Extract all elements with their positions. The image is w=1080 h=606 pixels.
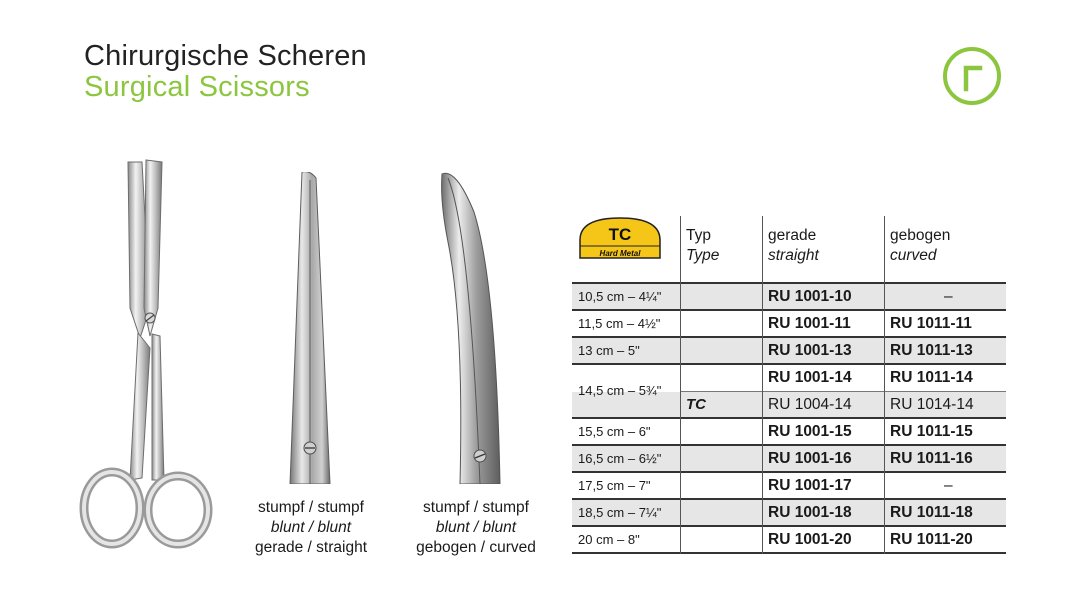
table-cell-curved: RU 1011-14 <box>890 369 973 386</box>
page-title-en: Surgical Scissors <box>84 71 310 103</box>
table-cell-curved: – <box>944 288 953 305</box>
table-cell-size: 10,5 cm – 4¼" <box>578 289 662 304</box>
table-column-divider <box>884 216 885 554</box>
table-cell-size: 13 cm – 5" <box>578 343 640 358</box>
table-cell-curved: RU 1014-14 <box>890 396 974 413</box>
table-cell-straight: RU 1001-18 <box>768 504 852 521</box>
table-cell-curved: RU 1011-18 <box>890 504 973 521</box>
header-curved-de: gebogen <box>890 227 951 244</box>
header-straight <box>768 226 819 266</box>
caption-curved-de: stumpf / stumpf <box>423 499 529 516</box>
table-cell-straight: RU 1001-15 <box>768 423 852 440</box>
table-cell-curved: RU 1011-15 <box>890 423 973 440</box>
table-cell-curved: RU 1011-13 <box>890 342 973 359</box>
table-column-divider <box>680 216 681 554</box>
header-typ-en: Type <box>686 247 720 264</box>
table-cell-straight: RU 1001-17 <box>768 477 852 494</box>
table-cell-curved: RU 1011-11 <box>890 315 972 332</box>
tc-hard-metal-badge <box>578 216 662 260</box>
scissors-full-image <box>78 158 218 556</box>
table-cell-size: 11,5 cm – 4½" <box>578 316 661 331</box>
caption-straight-type: gerade / straight <box>254 539 367 556</box>
table-cell-curved: – <box>944 477 953 494</box>
table-cell-straight: RU 1001-13 <box>768 342 852 359</box>
caption-straight <box>236 498 386 558</box>
header-straight-de: gerade <box>768 227 817 244</box>
table-cell-size: 20 cm – 8" <box>578 532 640 547</box>
blade-curved-closeup-image <box>434 172 508 484</box>
table-cell-straight: RU 1001-16 <box>768 450 852 467</box>
header-curved <box>890 226 950 266</box>
table-cell-size: 16,5 cm – 6½" <box>578 451 662 466</box>
table-cell-size: 17,5 cm – 7" <box>578 478 651 493</box>
header-straight-en: straight <box>768 247 819 264</box>
table-cell-straight: RU 1004-14 <box>768 396 852 413</box>
table-cell-straight: RU 1001-20 <box>768 531 852 548</box>
table-cell-size: 15,5 cm – 6" <box>578 424 651 439</box>
table-column-divider <box>762 216 763 554</box>
header-typ <box>686 226 719 266</box>
blade-straight-closeup-image <box>286 172 334 484</box>
table-cell-typ: TC <box>686 396 706 413</box>
caption-curved <box>398 498 554 558</box>
header-curved-en: curved <box>890 247 937 264</box>
header-typ-de: Typ <box>686 227 711 244</box>
table-cell-size: 14,5 cm – 5¾" <box>578 383 662 398</box>
table-cell-curved: RU 1011-16 <box>890 450 973 467</box>
table-cell-curved: RU 1011-20 <box>890 531 973 548</box>
bracket-circle-icon <box>936 46 1008 106</box>
caption-curved-type: gebogen / curved <box>416 539 536 556</box>
caption-curved-en: blunt / blunt <box>435 519 517 536</box>
badge-sublabel: Hard Metal <box>599 249 641 258</box>
table-cell-size: 18,5 cm – 7¼" <box>578 505 662 520</box>
table-cell-straight: RU 1001-10 <box>768 288 852 305</box>
badge-label: TC <box>608 225 632 244</box>
table-cell-straight: RU 1001-14 <box>768 369 852 386</box>
caption-straight-de: stumpf / stumpf <box>258 499 364 516</box>
table-cell-straight: RU 1001-11 <box>768 315 851 332</box>
caption-straight-en: blunt / blunt <box>270 519 352 536</box>
page-title-de: Chirurgische Scheren <box>84 40 367 72</box>
